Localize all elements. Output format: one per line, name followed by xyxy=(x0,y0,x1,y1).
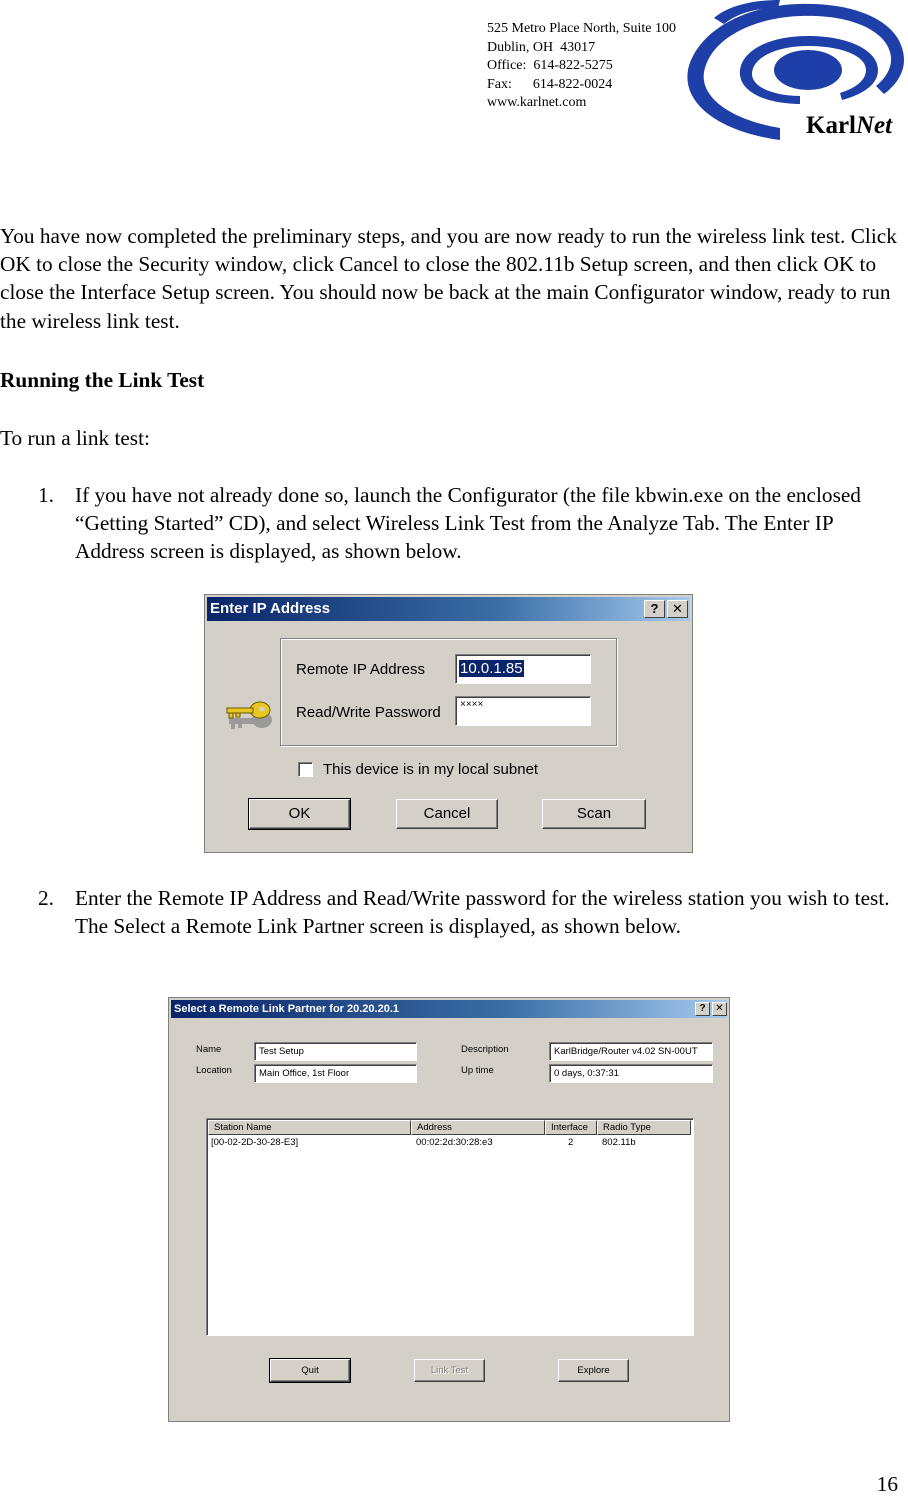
step-number: 2. xyxy=(38,886,54,910)
logo-text-karl: Karl xyxy=(806,112,856,139)
name-label: Name xyxy=(196,1044,222,1055)
local-subnet-checkbox[interactable] xyxy=(298,762,313,777)
address-line: www.karlnet.com xyxy=(487,95,587,110)
address-line: Fax: 614-822-0024 xyxy=(487,76,613,92)
cell-station-name: [00-02-2D-30-28-E3] xyxy=(211,1137,299,1148)
uptime-label: Up time xyxy=(461,1065,494,1076)
section-heading: Running the Link Test xyxy=(0,368,205,392)
logo-wordmark xyxy=(806,112,892,140)
address-line: 525 Metro Place North, Suite 100 xyxy=(487,21,676,36)
quit-button[interactable]: Quit xyxy=(270,1359,350,1382)
password-label: Read/Write Password xyxy=(296,704,441,721)
column-header-interface[interactable]: Interface xyxy=(545,1120,597,1135)
description-field[interactable]: KarlBridge/Router v4.02 SN-00UT xyxy=(549,1042,713,1061)
page-number: 16 xyxy=(876,1472,898,1496)
station-list[interactable] xyxy=(206,1118,694,1336)
local-subnet-label: This device is in my local subnet xyxy=(323,761,539,778)
uptime-field[interactable]: 0 days, 0:37:31 xyxy=(549,1064,713,1083)
lead-text: To run a link test: xyxy=(0,426,150,450)
help-button[interactable]: ? xyxy=(644,600,665,618)
cell-address: 00:02:2d:30:28:e3 xyxy=(416,1137,493,1148)
column-header-radio-type[interactable]: Radio Type xyxy=(597,1120,691,1135)
step-text: If you have not already done so, launch the Configurator (the file kbwin.exe on the enclosed “Getting Started” CD), and select Wireless Link Test from the Analyze Tab. The Enter IP Address screen is displayed, as shown below. xyxy=(75,483,861,564)
logo-text-net: Net xyxy=(856,112,893,139)
name-field[interactable]: Test Setup xyxy=(254,1042,417,1061)
column-header-station-name[interactable]: Station Name xyxy=(208,1120,411,1135)
dialog-titlebar xyxy=(171,1000,727,1018)
company-address xyxy=(487,20,676,113)
remote-ip-value: 10.0.1.85 xyxy=(460,660,523,677)
location-label: Location xyxy=(196,1065,232,1076)
column-header-address[interactable]: Address xyxy=(411,1120,545,1135)
address-line: Office: 614-822-5275 xyxy=(487,58,613,73)
remote-ip-label: Remote IP Address xyxy=(296,661,425,678)
select-link-partner-dialog xyxy=(168,997,730,1422)
dialog-titlebar xyxy=(207,597,690,621)
intro-paragraph: You have now completed the preliminary steps, and you are now ready to run the wireless link test. Click OK to close the Security window, click Cancel to close the 802.11b Setup screen, and then click OK to close the Interface Setup screen. You should now be back at the main Configurator window, ready to run the wireless link test. xyxy=(0,224,897,333)
help-button[interactable]: ? xyxy=(695,1002,710,1016)
explore-button[interactable]: Explore xyxy=(558,1359,629,1382)
address-line: Dublin, OH 43017 xyxy=(487,39,596,55)
cancel-button[interactable]: Cancel xyxy=(396,799,498,829)
location-field[interactable]: Main Office, 1st Floor xyxy=(254,1064,417,1083)
logo-center-disc xyxy=(774,50,842,90)
close-button[interactable]: ✕ xyxy=(667,600,688,618)
dialog-title: Select a Remote Link Partner for 20.20.20.1 xyxy=(174,1003,399,1015)
ok-button[interactable]: OK xyxy=(249,799,350,829)
key-icon xyxy=(225,695,275,739)
scan-button[interactable]: Scan xyxy=(542,799,646,829)
enter-ip-address-dialog xyxy=(204,594,693,853)
step-text: Enter the Remote IP Address and Read/Write password for the wireless station you wish to test. The Select a Remote Link Partner screen is displayed, as shown below. xyxy=(75,886,890,939)
password-input[interactable]: ×××× xyxy=(455,696,591,726)
cell-radio-type: 802.11b xyxy=(602,1137,636,1148)
remote-ip-input[interactable] xyxy=(455,654,591,684)
description-label: Description xyxy=(461,1044,509,1055)
close-button[interactable]: ✕ xyxy=(712,1002,727,1016)
link-test-button[interactable]: Link Test xyxy=(414,1359,485,1382)
cell-interface: 2 xyxy=(568,1137,574,1148)
dialog-title: Enter IP Address xyxy=(210,600,331,617)
step-number: 1. xyxy=(38,483,54,507)
